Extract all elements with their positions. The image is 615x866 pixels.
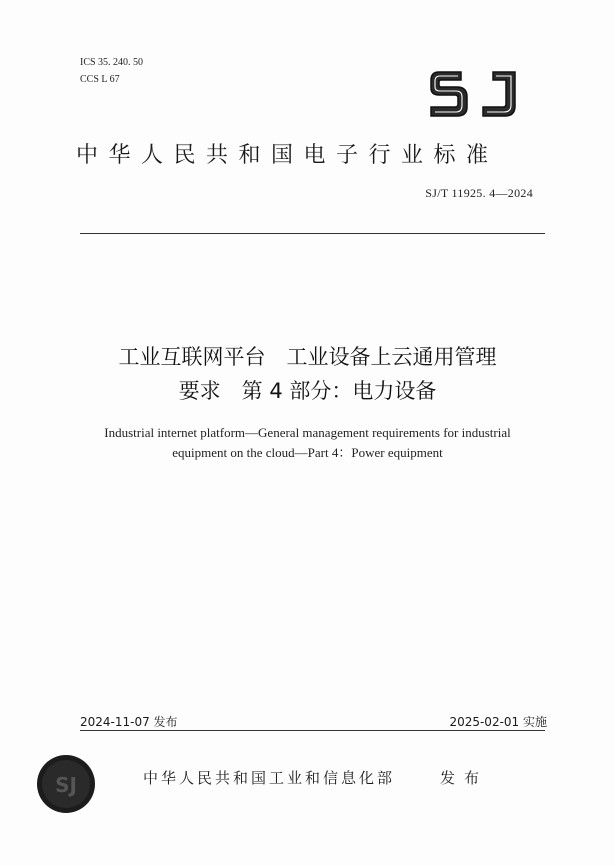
bottom-divider xyxy=(80,730,545,731)
ics-code: ICS 35. 240. 50 xyxy=(80,57,144,68)
implementation-date: 2025-02-01 实施 xyxy=(449,715,547,729)
title-en-line2: equipment on the cloud—Part 4：Power equipment xyxy=(172,445,443,460)
top-divider xyxy=(80,233,545,234)
svg-text:SJ: SJ xyxy=(55,773,77,797)
title-en-line1: Industrial internet platform—General management requirements for industrial xyxy=(104,425,511,440)
sj-logo xyxy=(425,64,521,124)
title-cn-line1: 工业互联网平台 工业设备上云通用管理 xyxy=(118,345,497,369)
title-cn-line2: 要求 第 4 部分：电力设备 xyxy=(178,379,437,403)
seal-icon xyxy=(36,754,96,814)
issuer-action: 发布 xyxy=(440,769,489,787)
issuing-authority: 中华人民共和国工业和信息化部 xyxy=(143,769,396,787)
industry-standard-title: 中华人民共和国电子行业标准 xyxy=(76,143,499,168)
issue-date: 2024-11-07 发布 xyxy=(80,715,178,729)
standard-number: SJ/T 11925. 4—2024 xyxy=(425,186,533,200)
ccs-code: CCS L 67 xyxy=(80,74,120,85)
